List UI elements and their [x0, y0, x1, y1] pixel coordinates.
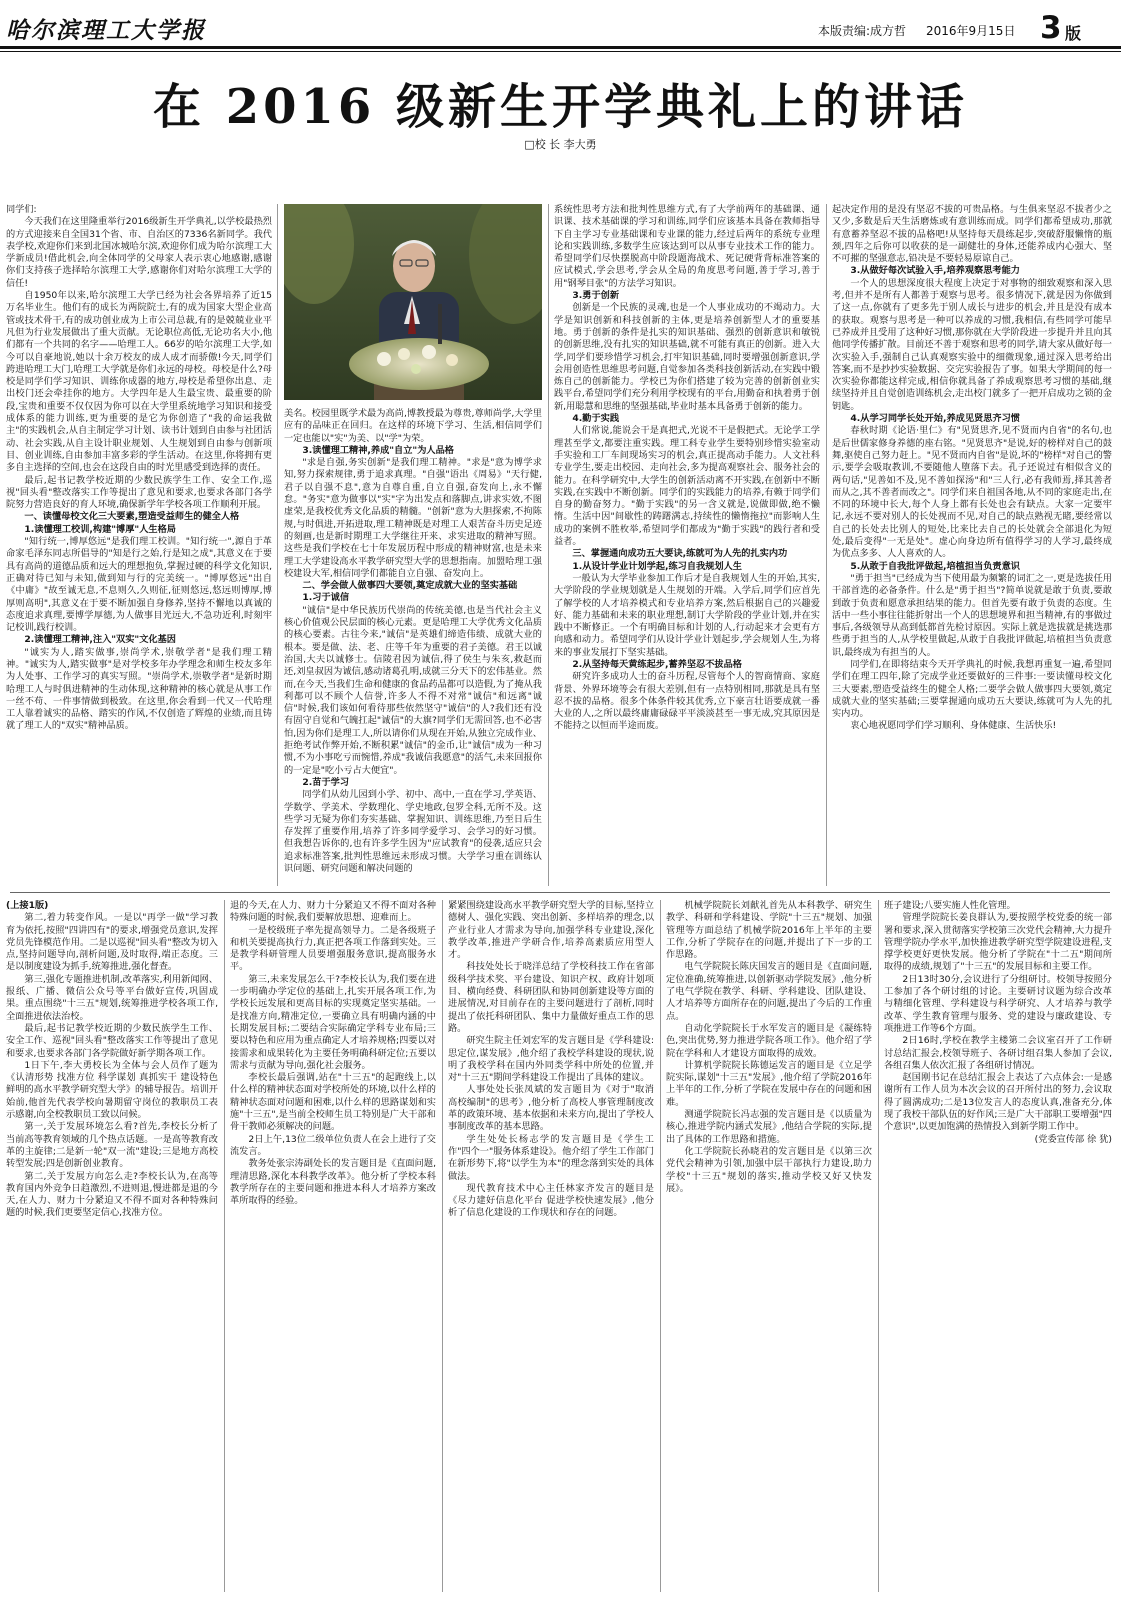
continued-column-1 — [6, 900, 218, 1592]
subsection-heading: 2.从坚持每天黄练起步,蓄养坚忍不拔品格 — [572, 658, 742, 670]
column-divider — [442, 900, 443, 1592]
article-paragraph: 人事处处长张凤斌的发言题目为《对于"取消高校编制"的思考》,他分析了高校人事管理制度改革的政策环境、基本依据和未来方向,提出了学校人事制度改革的基本思路。 — [448, 1084, 654, 1133]
subsection-heading: 3.勇于创新 — [572, 290, 620, 302]
speaker-photo — [284, 204, 542, 400]
page-number: 3 — [1040, 10, 1062, 46]
article-paragraph: 第一,关于发展环境怎么看?首先,李校长分析了当前高等教育领域的几个热点话题。一是高等教育改革的主旋律;二是新一轮"双一流"建设;三是地方高校转型发展;四是创新创业教育。 — [6, 1121, 218, 1170]
article-paragraph: 研究许多成功人士的奋斗历程,尽管每个人的智商情商、家庭背景、外界环境等会有很大差别,但有一点特别相同,那就是具有坚忍不拔的品格。很多个体条件较其优秀,立下豪言壮语要成就一番大业的人,之所以最终庸庸碌碌平平淡淡甚至一事无成,究其原因是不能持之以恒而半途而废。 — [554, 671, 820, 732]
article-column-4 — [832, 204, 1112, 886]
column-divider — [277, 204, 278, 886]
article-paragraph: 科技处处长于晓洋总结了学校科技工作在省部级科学技术奖、平台建设、知识产权、政府计划项目、横向经费、科研团队和协同创新建设等方面的进展情况,对目前存在的主要问题进行了剖析,同时提出了依托科研团队、集中力量做好重点工作的思路。 — [448, 961, 654, 1034]
subsection-heading: 1.读懂理工校训,构建"博厚"人生格局 — [24, 523, 176, 535]
article-paragraph: 自动化学院院长于水军发言的题目是《凝练特色,突出优势,努力推进学院各项工作》。他介绍了学院在学科和人才建设方面取得的成效。 — [666, 1022, 872, 1059]
page-editor: 本版责编:成方哲 — [818, 24, 907, 38]
newspaper-name: 哈尔滨理工大学报 — [6, 17, 206, 44]
article-column-2 — [284, 408, 542, 886]
subsection-heading: 4.勤于实践 — [572, 413, 620, 425]
speaker-photo-image — [284, 204, 542, 400]
article-paragraph: 同学们,在即将结束今天开学典礼的时候,我想再重复一遍,希望同学们在理工四年,除了完成学业还要做好的三件事:一要读懂母校文化三大要素,塑造受益终生的健全人格;二要学会做人做事四大要领,奠定成就大业的坚实基础;三要掌握通向成功五大要诀,练就可为人先的扎实内功。 — [832, 658, 1112, 720]
article-paragraph: 测通学院院长冯志强的发言题目是《以质量为核心,推进学院内涵式发展》,他结合学院的实际,提出了具体的工作思路和措施。 — [666, 1109, 872, 1145]
article-paragraph: 第三,未来发展怎么干?李校长认为,我们要在进一步明确办学定位的基础上,扎实开展各项工作,为学校长远发展和更高目标的实现奠定坚实基础。一是找准方向,精准定位,一要确立具有明确内涵的中长期发展目标;二要结合实际确定学科专业布局;三要以特色和应用为重点确定人才培养规格;四要以对接需求和成果转化为主要任务明确科研定位;五要以需求与贡献为导向,强化社会服务。 — [230, 973, 436, 1071]
subsection-heading: 4.从学习同学长处开始,养成见贤思齐习惯 — [850, 413, 1020, 425]
article-paragraph: 自1950年以来,哈尔滨理工大学已经为社会各界培养了近15万名毕业生。他们有的成长为两院院士,有的成为国家大型企业高管或技术骨干,有的成功创业成为上市公司总裁,有的是兢兢业业平凡但为行业发展做出了重大贡献。无论职位高低,无论功名大小,他们都有一个共同的名字——哈理工人。66岁的哈尔滨理工大学,如今可以自豪地说,她以十余万校友的成人成才而骄傲!今天,同学们跨进哈理工大门,哈理工大学就是你们永远的母校。母校是什么?母校是同学们学习知识、训练你成器的地方,母校是希望你出息、走出校门还会牵挂你的地方。大学四年是人生最宝贵、最重要的阶段,宝贵和重要不仅仅因为你可以在大学里系统地学习知识和接受成体系的能力训练,更为重要的是它为你创造了"我的命运我做主"的实践机会,从自主制定学习计划、读书计划到自由参与社团活动、社会实践,从自主设计职业规划、人生规划到自由参与创新项目、创业训练,自由参加丰富多彩的学生活动。在这里,你将拥有更多自主选择的空间,也会在这段自由的时光里感受到选择的责任。 — [6, 290, 272, 474]
subsection-heading: 3.从做好每次试验入手,培养观察思考能力 — [850, 265, 1020, 277]
article-paragraph: "诚信"是中华民族历代崇尚的传统美德,也是当代社会主义核心价值观公民层面的核心元素。更是哈理工大学优秀文化品质的核心要素。古往今来,"诚信"是英雄们缔造伟绩、成就大业的根本。要是做、法、老、庄等千年为重要的君子美德。君王以诚治国,大夫以诚修士。信陵君因为诚信,得了侯生与朱亥,救赵而还,刘皇叔因为诚信,感动诸葛孔明,成就三分天下的宏伟基业。然而,在今天,当我们生命和健康的食品药品都可以造假,为了掩从我利都可以不顾个人信誉,许多人不得不对常"诚信"和远离"诚信"时候,我们该如何看待那些依然坚守"诚信"的人?我们还有没有固守自觉和气魄扛起"诚信"的大旗?同学们无需回答,也不必害怕,因为你们是理工人,所以请你们从现在开始,从独立完成作业、拒绝考试作弊开始,不断积累"诚信"的金币,让"诚信"成为一种习惯,不为小事吃亏而惋惜,养成"我诚信我愿意"的活气,未来回报你的一定是"吃小亏占大便宜"。 — [284, 604, 542, 776]
article-paragraph: "求是自强,务实创新"是我们理工精神。"求是"意为博学求知,努力探索规律,勇于追求真理。"自强"语出《周易》"天行健,君子以自强不息",意为自尊自重,自立自强,奋发向上,永不懈怠。"务实"意为做事以"实"字为出发点和落脚点,讲求实效,不图虚荣,是我校优秀文化品质的精髓。"创新"意为大胆探索,不拘陈规,与时俱进,开拓进取,理工精神既是对理工人艰苦奋斗历史足迹的刻画,也是新时期理工大学继往开来、求实进取的精神写照。这些是我们学校在七十年发展历程中形成的精神财富,也是未来理工大学建设高水平教学研究型大学的思想指南。加盟哈理工强校建设大军,相信同学们都能自立自强、奋发向上。 — [284, 457, 542, 579]
continued-column-2 — [230, 900, 436, 1592]
subsection-heading: 1.习于诚信 — [302, 592, 350, 604]
article-paragraph: 一般认为大学毕业参加工作后才是自我规划人生的开始,其实,大学阶段的学业规划就是人生规划的开端。入学后,同学们应首先了解学校的人才培养模式和专业培养方案,然后根据自己的兴趣爱好、能力基础和未来的职业理想,制订大学阶段的学业计划,并在实践中不断修正。一个有明确目标和计划的人,行动起来才会更有方向感和动力。希望同学们从设计学业计划起步,学会规划人生,为将来的事业发展打下坚实基础。 — [554, 572, 820, 658]
article-paragraph: 最后,起书记教学校近期的少数民族学生工作、安全工作、巡视"回头看"整改落实工作等提出了意见和要求,也要求各部门各学院做好新学期各项工作。 — [6, 1022, 218, 1059]
subsection-heading: 5.从敢于自我批评做起,培植担当负责意识 — [850, 560, 1020, 572]
article-paragraph: 同学们: — [6, 204, 37, 215]
article-headline: 在 2016 级新生开学典礼上的讲话 — [152, 79, 969, 135]
article-paragraph: 同学们从幼儿园到小学、初中、高中,一直在学习,学英语、学数学、学美术、学数理化、学史地政,包罗全科,无所不及。这些学习无疑为你们夯实基础、掌握知识、训练思维,乃至日后生存发挥了重要作用,培养了许多同学爱学习、会学习的好习惯。但我想告诉你的,也有许多学生因为"应试教育"的侵袭,适应只会追求标准答案,批判性思维远未形成习惯。大学学习重在训练认识问题、研究问题和解决问题的 — [284, 789, 542, 874]
article-paragraph: 紧紧围绕建设高水平教学研究型大学的目标,坚持立德树人、强化实践、突出创新、多样培养的理念,以产业行业人才需求为导向,加强学科专业建设,深化教学改革,推进产学研合作,培养高素质应用型人才。 — [448, 900, 654, 961]
subsection-heading: 2.苗于学习 — [302, 776, 350, 788]
masthead — [0, 0, 1121, 58]
article-paragraph: 今天我们在这里隆重举行2016级新生开学典礼,以学校最热烈的方式迎接来自全国31个省、市、自治区的7336名新同学。我代表学校,欢迎你们来到北国冰城哈尔滨,欢迎你们成为哈尔滨理工大学新成员!借此机会,向全体同学的父母家人表示衷心地感谢,感谢你们支持孩子选择哈尔滨理工大学,感谢你们对哈尔滨理工大学的信任! — [6, 216, 272, 289]
column-divider — [548, 204, 549, 886]
article-paragraph: 一个人的思想深度很大程度上决定于对事物的细致观察和深入思考,但并不是所有人都善于观察与思考。很多情况下,就是因为你做到了这一点,你就有了更多先于别人成长与进步的机会,并且是没有成本的获取。观察与思考是一种可以养成的习惯,我相信,有些同学可能早已养成并且受用了这种好习惯,那你就在大学阶段进一步提升并且向其他同学传播扩散。目前还不善于观察和思考的同学,请大家从做好每一次实验入手,强制自己认真观察实验中的细微现象,通过深入思考给出答案,而不是抄抄实验数据、交完实验报告了事。如果大学期间的每一次实验你都能这样完成,相信你就具备了养成观察思考习惯的基础,继续坚持并且自觉创造训练机会,走出校门就多了一把开启成功之锁的金钥匙。 — [832, 277, 1112, 412]
article-paragraph: 机械学院院长刘献礼首先从本科教学、研究生教学、科研和学科建设、学院"十三五"规划、加强管理等方面总结了机械学院2016年上半年的主要工作,分析了学院存在的问题,并提出了下一步的工作思路。 — [666, 900, 872, 961]
article-paragraph: 第二,关于发展方向怎么走?李校长认为,在高等教育国内外竞争日趋激烈,不进则退,慢进都是退的今天,在人力、财力十分紧迫又不得不面对各种特殊问题的时候,我们更要坚定信心,找准方位。 — [6, 1170, 218, 1219]
continued-column-3 — [448, 900, 654, 1592]
continued-column-5 — [884, 900, 1112, 1592]
article-paragraph: 2日16时,学校在教学主楼第二会议室召开了工作研讨总结汇报会,校领导班子、各研讨组召集人参加了会议,各组召集人依次汇报了各组研讨情况。 — [884, 1035, 1112, 1071]
article-paragraph: 班子建设;八要实施人性化管理。 — [884, 900, 1016, 911]
subsection-heading: 1.从设计学业计划学起,练习自我规划人生 — [572, 560, 742, 572]
article-paragraph: 教务处张宗涛副处长的发言题目是《直面问题,理清思路,深化本科教学改革》。他分析了学校本科教学所存在的主要问题和推进本科人才培养方案改革所取得的经验。 — [230, 1158, 436, 1207]
column-divider — [826, 204, 827, 886]
article-paragraph: 2日上午,13位二级单位负责人在会上进行了交流发言。 — [230, 1133, 436, 1157]
section-heading: 二、学会做人做事四大要领,奠定成就大业的坚实基础 — [302, 580, 518, 592]
article-paragraph: 一是校级班子率先提高领导力。二是各级班子和机关要提高执行力,真正把各项工作落到实处。三是教学科研管理人员要增强服务意识,提高服务水平。 — [230, 924, 436, 973]
article-signature: (党委宣传部 徐 犹) — [1034, 1133, 1112, 1145]
article-paragraph: 研究生院主任刘宏军的发言题目是《学科建设:思定位,谋发展》,他介绍了我校学科建设的现状,说明了我校学科在国内外同类学科中所处的位置,并对"十三五"期间学科建设工作提出了具体的建议。 — [448, 1035, 654, 1084]
column-divider — [660, 900, 661, 1592]
article-paragraph: 衷心地祝愿同学们学习顺利、身体健康、生活快乐! — [850, 720, 1057, 732]
article-column-3 — [554, 204, 820, 886]
article-paragraph: 春秋时期《论语·里仁》有"见贤思齐,见不贤而内自省"的名句,也是后世儒家修身养德的座右铭。"见贤思齐"是说,好的榜样对自己的鼓舞,驱使自己努力赶上。"见不贤而内自省"是说,坏的"榜样"对自己的警示,要学会吸取教训,不要随他人堕落下去。孔子还说过有相似含义的两句话,"见善如不及,见不善如探汤"和"三人行,必有我师焉,择其善者而从之,其不善者而改之"。同学们来自祖国各地,从不同的家庭走出,在不同的环境中长大,每个人身上都有长处也会有缺点。大家一定要牢记,永远不要对别人的长处视而不见,对自己的缺点熟视无睹,要经常以自己的长处去比别人的短处,比来比去自己的长处就会全部退化为短处,最后变得"一无是处"。虚心向身边所有值得学习的人学习,最终成为优点多多、人人喜欢的人。 — [832, 425, 1112, 560]
article-paragraph: 第三,强化专题推进机制,改革落实,利用新闻网、报纸、广播、微信公众号等平台做好宣传,巩固成果。重点围绕"十三五"规划,统筹推进学校各项工作,全面推进依法治校。 — [6, 973, 218, 1022]
article-paragraph: 1日下午,李大勇校长为全体与会人员作了题为《认清形势 找准方位 科学谋划 真抓实干 建设特色鲜明的高水平教学研究型大学》的辅导报告。培训开始前,他首先代表学校向暑期留守岗位的教职员工表示感谢,向全校教职员工致以问候。 — [6, 1059, 218, 1121]
article-paragraph: 人们常说,能说会干是真把式,光说不干是假把式。无论学工学理甚至学文,都要注重实践。理工科专业学生要特别珍惜实验室动手实验和工厂车间现场实习的机会,真正提高动手能力。人文社科专业学生,要走出校园、走向社会,多为提高观察社会、服务社会的能力。在科学研究中,大学生的创新活动离不开实践,在创新中不断实践,在实践中不断创新。同学们的实践能力的培养,有赖于同学们自身的勤奋努力。"勤于实践"的另一含义就是,说做即做,绝不懒惰。生活中因"间歇性的踌躇满志,持续性的懒惰拖拉"而影响人生成功的案例不胜枚举,希望同学们都成为"勤于实践"的践行者和受益者。 — [554, 425, 820, 548]
article-paragraph: 管理学院院长姜良群认为,要按照学校党委的统一部署和要求,深入贯彻落实学校第三次党代会精神,大力提升管理学院办学水平,加快推进教学研究型学院建设进程,支撑学校更好更快发展。他分析了学院在"十二五"期间所取得的成绩,规划了"十三五"的发展目标和主要工作。 — [884, 912, 1112, 973]
page-unit: 版 — [1065, 24, 1082, 43]
article-paragraph: 起决定作用的是没有坚忍不拔的可贵品格。与生俱来坚忍不拔者少之又少,多数是后天生活磨炼或有意训练而成。同学们都希望成功,那就有意蓄养坚忍不拔的品格吧!从坚持每天晨练起步,突破舒服懒惰的瓶颈,四年之后你可以收获的是一副健壮的身体,还能养成内心强大、坚不可摧的坚强意志,铅决是不要轻易原谅自己。 — [832, 204, 1112, 265]
article-paragraph: 系统性思考方法和批判性思维方式,有了大学前两年的基础课、通识课、技术基础课的学习和训练,同学们应该基本具备在教师指导下自主学习专业基础课和专业课的能力,经过后两年的系统专业理论和实践训练,多数学生应该达到可以从事专业技术工作的能力。希望同学们尽快摆脱高中阶段题海战术、死记硬背背标准答案的应试模式,学会思考,学会从全局的角度思考问题,善于学习,善于用"钢琴目张"的方法学习知识。 — [554, 204, 820, 289]
article-paragraph: 最后,起书记教学校近期的少数民族学生工作、安全工作,巡视"回头看"整改落实工作等提出了意见和要求,也要求各部门各学院努力营造良好的育人环境,确保新学年学校各项工作顺利开展。 — [6, 474, 272, 511]
article-column-1 — [6, 204, 272, 886]
column-divider — [224, 900, 225, 1592]
subsection-heading: 3.读懂理工精神,养成"自立"为人品格 — [302, 444, 454, 456]
article-paragraph: 赵国刚书记在总结汇报会上表达了六点体会:一是感谢所有工作人员为本次会议的召开所付出的努力,会议取得了圆满成功;二是13位发言人的态度认真,准备充分,体现了我校干部队伍的好作风;三是广大干部职工要增强"四个意识",以更加饱满的热情投入到新学期工作中。 — [884, 1072, 1112, 1133]
article-paragraph: 李校长最后强调,站在"十三五"的起跑线上,以什么样的精神状态面对学校所处的环境,以什么样的精神状态面对问题和困难,以什么样的思路谋划和实施"十三五",是当前全校师生员工特别是广大干部和骨干教师必须解决的问题。 — [230, 1072, 436, 1133]
article-paragraph: 退的今天,在人力、财力十分紧迫又不得不面对各种特殊问题的时候,我们要解放思想、迎难而上。 — [230, 900, 436, 924]
subsection-heading: 2.读懂理工精神,注入"双实"文化基因 — [24, 634, 176, 646]
article-paragraph: "知行统一,博厚悠远"是我们理工校训。"知行统一",源自于革命家毛泽东同志所倡导的"知是行之始,行是知之成",其意义在于要具有高尚的道德品质和远大的理想抱负,掌握过硬的科学文化知识,正确对待已知与未知,做到知与行的完美统一。"博厚悠远"出自《中庸》"故至诚无息,不息则久,久则征,征则悠远,悠远则博厚,博厚则高明",其意义在于要不断加强自身修养,坚持不懈地以真诚的态度追求真理,要博学厚德,为人做事目光远大,不急功近利,时刻牢记校训,践行校训。 — [6, 536, 272, 634]
masthead-rule — [0, 46, 1121, 49]
article-paragraph: 学生处处长杨志学的发言题目是《学生工作"四个一"服务体系建设》。他介绍了学生工作部门在新形势下,将"以学生为本"的理念落到实处的具体做法。 — [448, 1133, 654, 1182]
article-paragraph: 现代教育技术中心主任林家齐发言的题目是《尽力建好信息化平台 促进学校快速发展》,他分析了信息化建设的工作现状和存在的问题。 — [448, 1182, 654, 1219]
article-paragraph: 第二,着力转变作风。一是以"再学一做"学习教育为依托,按照"四讲四有"的要求,增强党员意识,发挥党员先锋模范作用。二是以巡视"回头看"整改为切入点,坚持问题导向,剖析问题,及时取得,端正态度。三是以制度建设为抓手,统筹推进,强化督查。 — [6, 912, 218, 973]
article-paragraph: 电气学院院长陈庆国发言的题目是《直面问题,定位准确,统筹推进,以创新驱动学院发展》,他分析了电气学院在教学、科研、学科建设、团队建设、人才培养等方面所存在的问题,提出了今后的工作重点。 — [666, 961, 872, 1022]
masthead-rule-thin — [0, 51, 1121, 52]
continued-column-4 — [666, 900, 872, 1592]
article-paragraph: "勇于担当"已经成为当下使用最为频繁的词汇之一,更是选拔任用干部首选的必备条件。什么是"勇于担当"?简单说就是敢于负责,要敢到敢于负责和愿意承担结果的能力。但首先要有敢于负责的态度。生活中一些小事往往能折射出一个人的思想境界和担当精神,有的事做过事后,各级领导从高到低都首先检讨原因。实际上就是选拔就是挑选那些勇于担当的人,从学校里做起,从敢于自我批评做起,培植担当负责意识,最终成为有担当的人。 — [832, 572, 1112, 658]
column-divider — [878, 900, 879, 1592]
article-paragraph: 美名。校园里既学术最为高尚,博教授最为尊贵,尊师尚学,大学里应有的品味正在回归。在这样的环境下学习、生活,相信同学们一定也能以"实"为美、以"学"为荣。 — [284, 408, 542, 444]
issue-date: 2016年9月15日 — [926, 24, 1016, 38]
continued-label: (上接1版) — [6, 900, 49, 911]
section-heading: 一、读懂母校文化三大要素,塑造受益师生的健全人格 — [24, 511, 240, 523]
section-heading: 三、掌握通向成功五大要诀,练就可为人先的扎实内功 — [572, 548, 788, 560]
article-paragraph: "诚实为人,踏实做事,崇尚学术,崇敬学者"是我们理工精神。"诚实为人,踏实做事"是对学校多年办学理念和师生校友多年为人处事、工作学习的真实写照。"崇尚学术,崇敬学者"是新时期哈理工人与时俱进精神的生动体现,这种精神的核心就是从事工作一丝不苟、一件事情做到极致。在这里,你会看到一代又一代哈理工人靠着诚实的品格、踏实的作风,不仅创造了辉煌的业绩,而且铸就了理工人的"双实"精神品质。 — [6, 646, 272, 732]
article-byline: □校 长 李大勇 — [524, 138, 597, 151]
article-paragraph: 化工学院院长孙晓君的发言题目是《以第三次党代会精神为引领,加强中层干部执行力建设,助力学校"十三五"规划的落实,推动学校又好又快发展》。 — [666, 1145, 872, 1194]
article-paragraph: 2日13时30分,会议进行了分组研讨。校领导按照分工参加了各个研讨组的讨论。主要研讨议题为综合改革与精细化管理、学科建设与科学研究、人才培养与教学改革、学生教育管理与服务、党的建设与廉政建设、专项推进工作等6个方面。 — [884, 973, 1112, 1034]
section-separator — [10, 892, 1110, 893]
article-paragraph: 计算机学院院长陈德运发言的题目是《立足学院实际,谋划"十三五"发展》,他介绍了学院2016年上半年的工作,分析了学院在发展中存在的问题和困难。 — [666, 1059, 872, 1108]
article-paragraph: 创新是一个民族的灵魂,也是一个人事业成功的不竭动力。大学是知识创新和科技创新的主体,更是培养创新型人才的重要基地。勇于创新的条件是扎实的知识基础、强烈的创新意识和敏锐的创新思维,没有扎实的知识基础,就不可能有真正的创新。进入大学,同学们要珍惜学习机会,打牢知识基础,同时要增强创新意识,学会用创造性思维思考问题,自觉参加各类科技创新活动,在实践中锻炼自己的创新能力。学校已为你们搭建了较为完善的创新创业实践平台,希望同学们充分利用学校现有的平台,用勤奋和执着勇于创新,用聪慧和思维的坚强基础,毕业时基本具备勇于创新的能力。 — [554, 302, 820, 412]
